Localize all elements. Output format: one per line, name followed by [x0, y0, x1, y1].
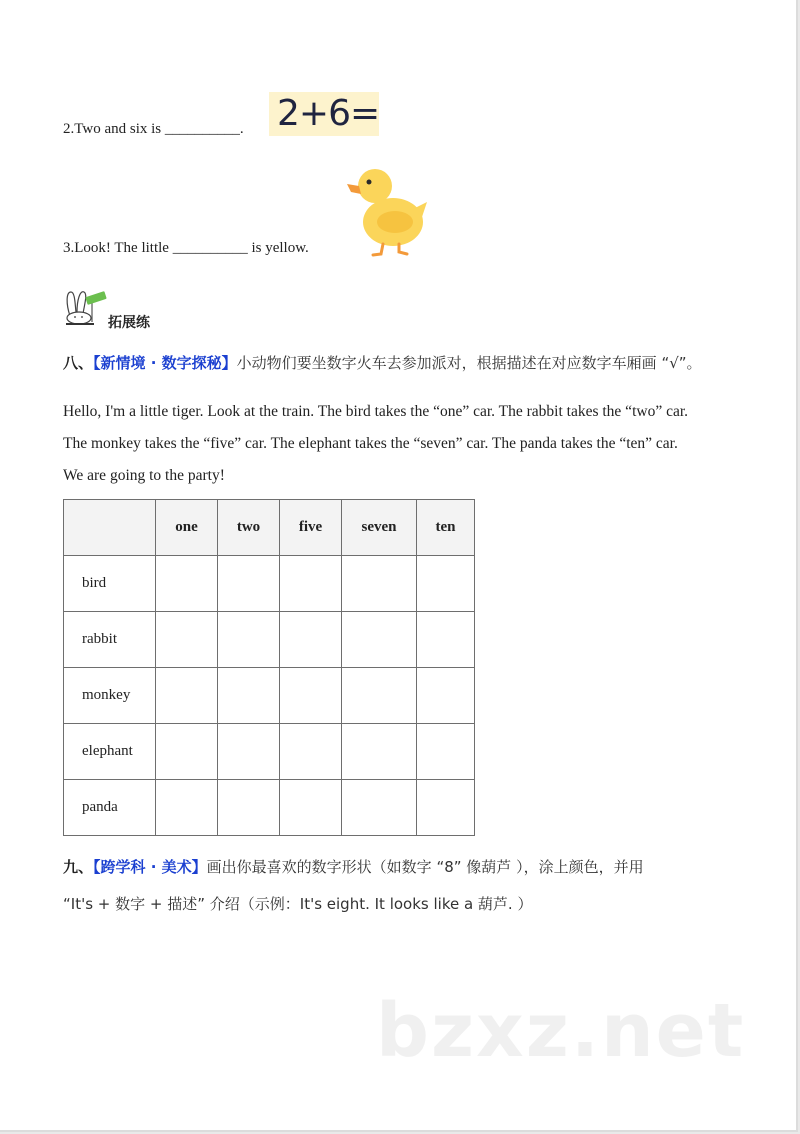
- answer-cell[interactable]: [218, 724, 280, 780]
- table-header-row: [64, 500, 475, 556]
- header-cell-one: one: [156, 500, 218, 556]
- task-9-instruction-line2: [63, 893, 532, 914]
- answer-cell[interactable]: [342, 556, 417, 612]
- row-label-bird: bird: [64, 556, 156, 612]
- answer-cell[interactable]: [417, 780, 475, 836]
- answer-cell[interactable]: [280, 612, 342, 668]
- header-cell-ten: ten: [417, 500, 475, 556]
- row-label-elephant: elephant: [64, 724, 156, 780]
- answer-cell[interactable]: [156, 612, 218, 668]
- question-number: 3.: [63, 240, 75, 256]
- answer-cell[interactable]: [342, 612, 417, 668]
- reading-passage: [63, 396, 743, 492]
- answer-cell[interactable]: [218, 556, 280, 612]
- answer-cell[interactable]: [342, 780, 417, 836]
- answer-cell[interactable]: [342, 724, 417, 780]
- task-instruction-text: 小动物们要坐数字火车去参加派对，根据描述在对应数字车厢画 “√”。: [236, 354, 702, 372]
- table-row: [64, 668, 475, 724]
- task-tag: 【跨学科 · 美术】: [93, 858, 207, 876]
- table-row: [64, 612, 475, 668]
- answer-cell[interactable]: [280, 668, 342, 724]
- answer-cell[interactable]: [417, 556, 475, 612]
- header-cell-two: two: [218, 500, 280, 556]
- row-label-rabbit: rabbit: [64, 612, 156, 668]
- train-car-table: [63, 499, 475, 836]
- equation-text: 2+6=: [277, 93, 379, 134]
- table-row: [64, 556, 475, 612]
- answer-cell[interactable]: [417, 668, 475, 724]
- answer-cell[interactable]: [280, 780, 342, 836]
- header-cell-seven: seven: [342, 500, 417, 556]
- answer-cell[interactable]: [342, 668, 417, 724]
- answer-cell[interactable]: [218, 668, 280, 724]
- answer-cell[interactable]: [417, 612, 475, 668]
- question-punctuation: .: [239, 121, 244, 137]
- header-cell-blank: [64, 500, 156, 556]
- bunny-sign-icon: [62, 288, 108, 326]
- duck-icon: [345, 162, 429, 258]
- watermark: bzxz.net: [376, 988, 746, 1074]
- section-title: 拓展练: [108, 315, 150, 331]
- answer-cell[interactable]: [218, 612, 280, 668]
- task-tag: 【新情境 · 数字探秘】: [93, 354, 237, 372]
- answer-cell[interactable]: [417, 724, 475, 780]
- answer-blank[interactable]: __________: [164, 121, 240, 137]
- answer-cell[interactable]: [280, 556, 342, 612]
- question-3: [63, 240, 309, 257]
- passage-line: Hello, I'm a little tiger. Look at the train. The bird takes the “one” car. The rabbit takes the “two” car.: [63, 403, 689, 420]
- task-number: 八、: [63, 354, 94, 372]
- passage-line: We are going to the party!: [63, 467, 225, 484]
- question-text-after: is yellow.: [251, 240, 309, 256]
- task-instruction-text: “It's + 数字 + 描述” 介绍（示例：It's eight. It looks like a 葫芦. ）: [63, 895, 533, 913]
- answer-cell[interactable]: [156, 668, 218, 724]
- answer-cell[interactable]: [156, 724, 218, 780]
- answer-cell[interactable]: [218, 780, 280, 836]
- answer-cell[interactable]: [280, 724, 342, 780]
- table-row: [64, 780, 475, 836]
- question-number: 2.: [63, 121, 75, 137]
- task-number: 九、: [63, 858, 94, 876]
- question-text: Look! The little: [74, 240, 169, 256]
- answer-blank[interactable]: __________: [172, 240, 248, 256]
- task-instruction-text: 画出你最喜欢的数字形状（如数字 “8” 像葫芦 ），涂上颜色，并用: [206, 858, 644, 876]
- answer-cell[interactable]: [156, 780, 218, 836]
- question-text: Two and six is: [74, 121, 162, 137]
- answer-cell[interactable]: [156, 556, 218, 612]
- header-cell-five: five: [280, 500, 342, 556]
- task-9-instruction: [63, 856, 644, 877]
- task-8-instruction: [63, 352, 702, 373]
- passage-line: The monkey takes the “five” car. The elephant takes the “seven” car. The panda takes the “ten” car.: [63, 435, 678, 452]
- row-label-panda: panda: [64, 780, 156, 836]
- table-row: [64, 724, 475, 780]
- question-2: [63, 121, 244, 138]
- equation-image: [269, 92, 379, 136]
- row-label-monkey: monkey: [64, 668, 156, 724]
